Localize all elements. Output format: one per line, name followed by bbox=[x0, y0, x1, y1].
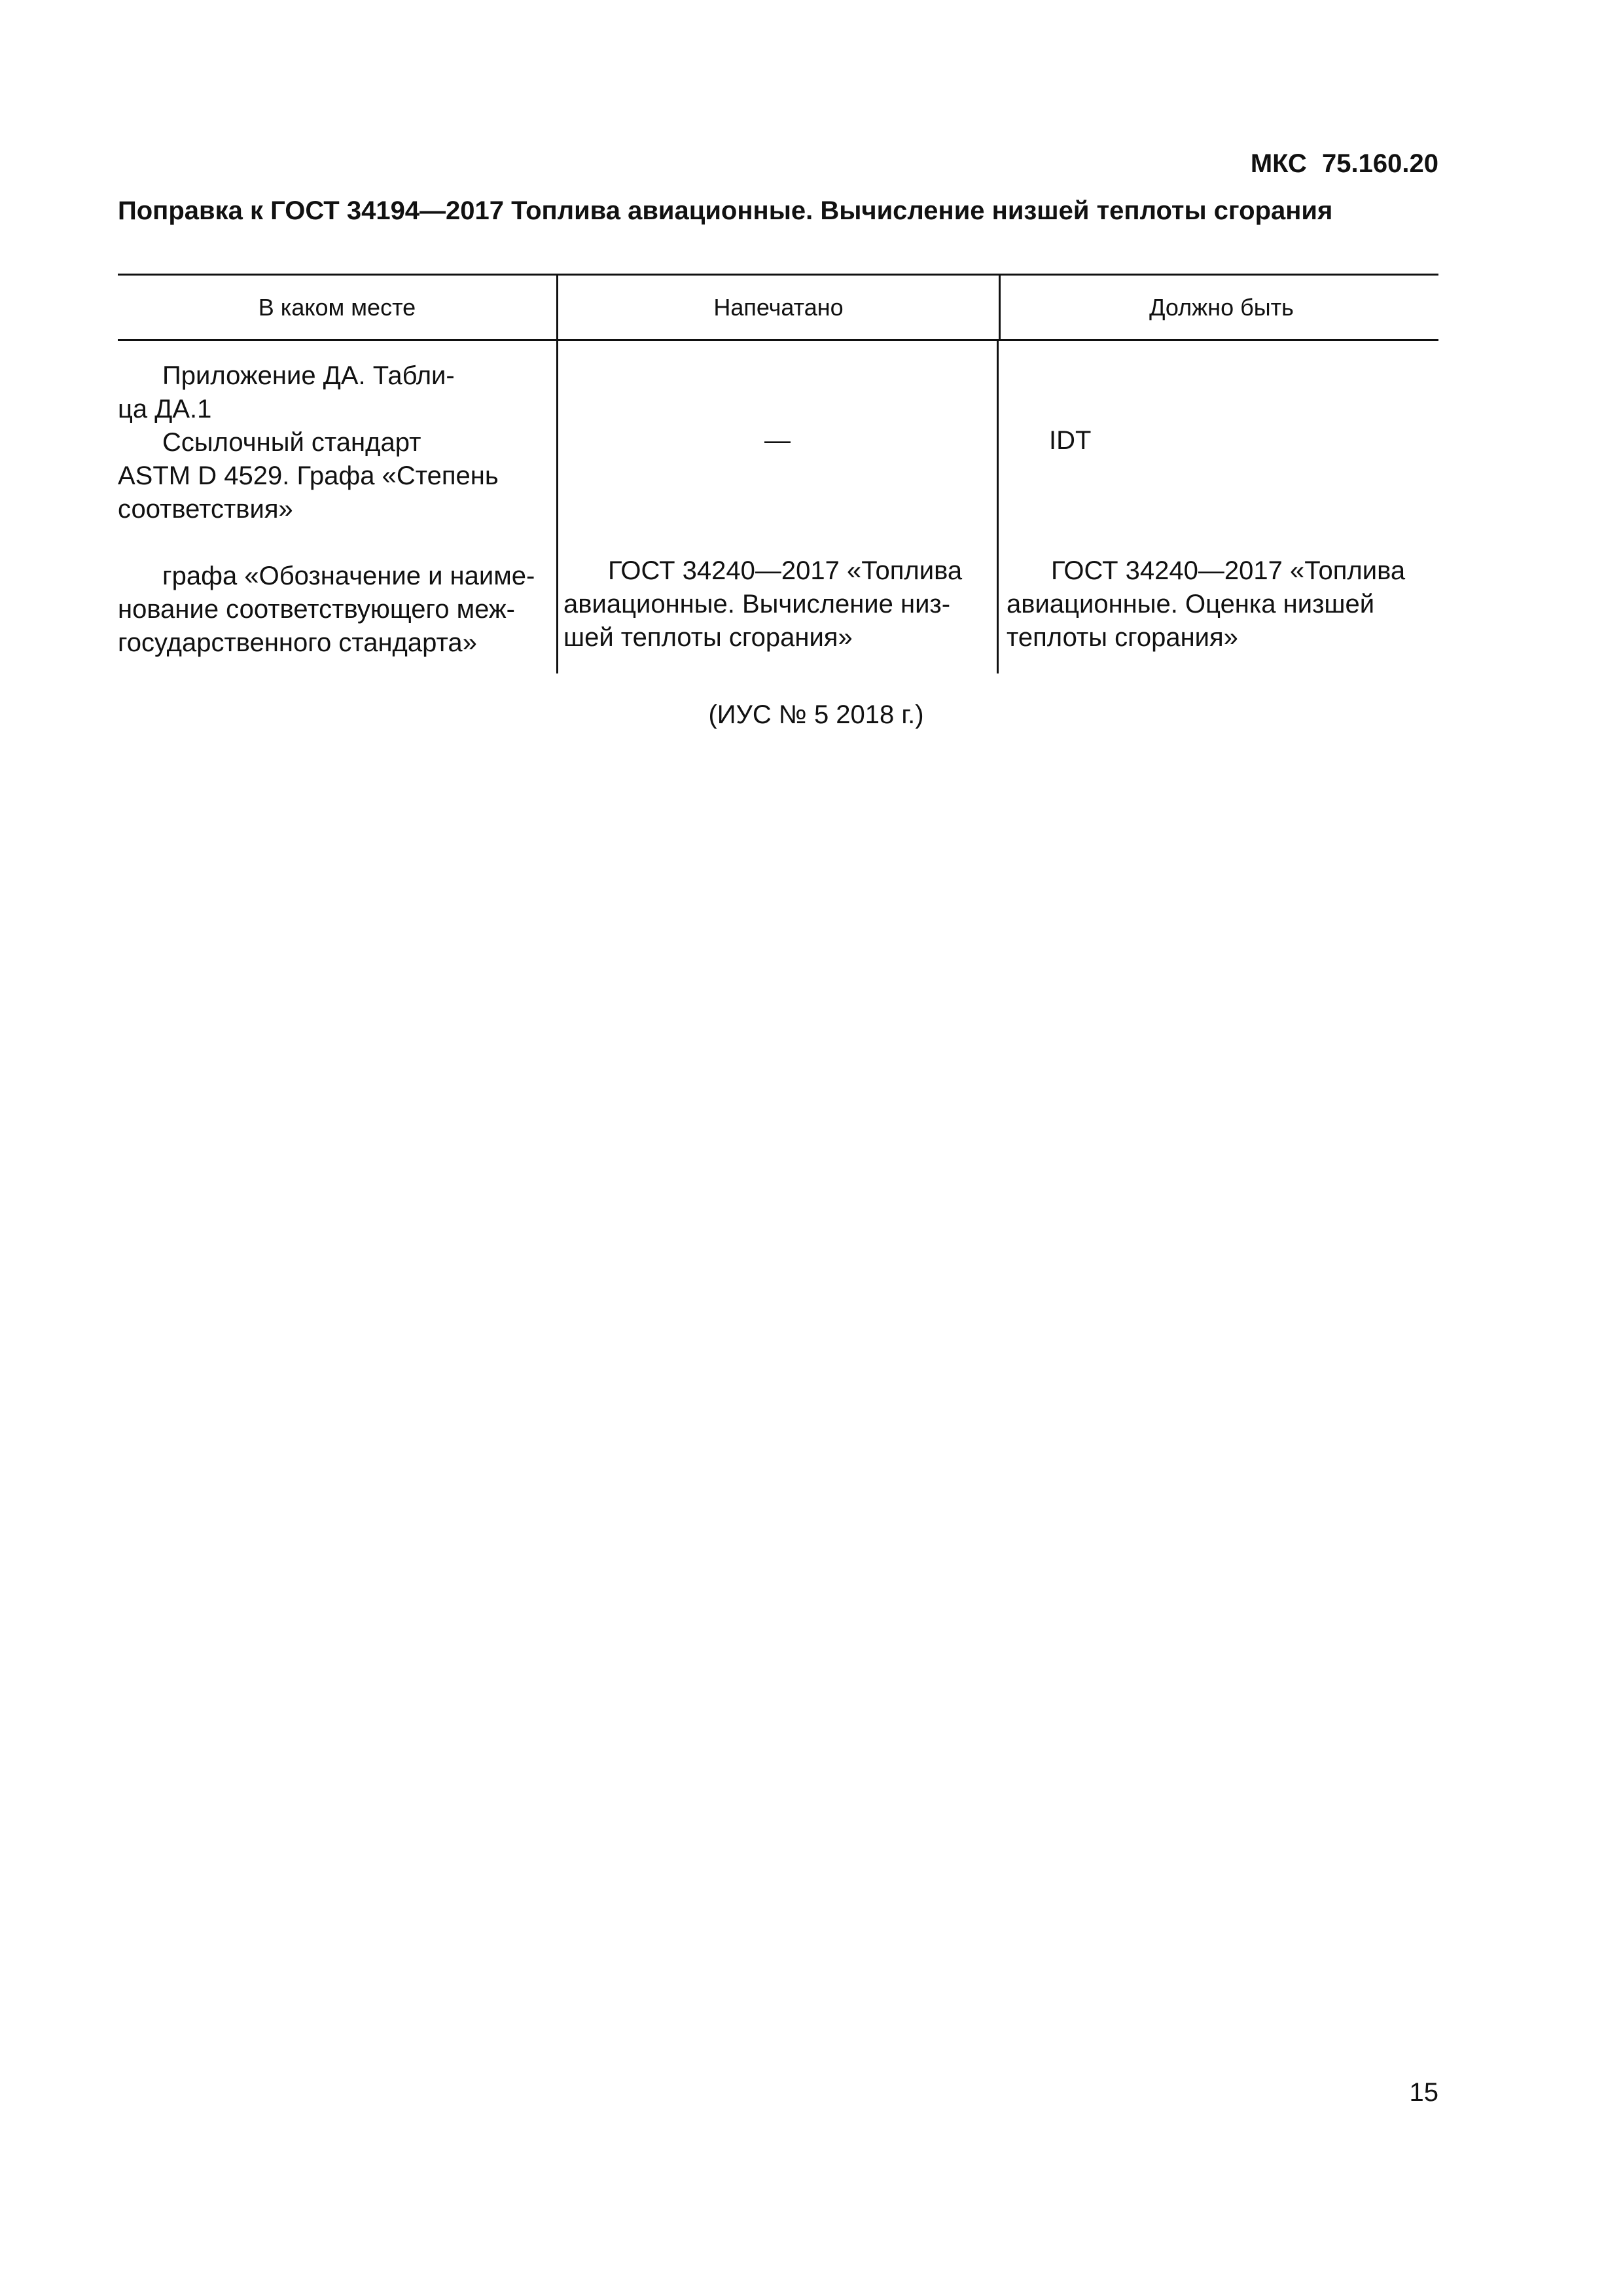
column-should-be bbox=[997, 341, 1438, 673]
page-number: 15 bbox=[1409, 2078, 1438, 2107]
row1-where-line4: ASTM D 4529. Графа «Степень bbox=[118, 461, 499, 490]
row1-where-line5: соответствия» bbox=[118, 495, 293, 524]
table-body bbox=[118, 341, 1438, 673]
row1-printed: — bbox=[764, 426, 791, 455]
column-header-should-be: Должно быть bbox=[999, 276, 1442, 339]
amendment-table bbox=[118, 274, 1438, 673]
source-reference: (ИУС № 5 2018 г.) bbox=[708, 700, 924, 729]
row2-printed-line2: авиационные. Вычисление низ- bbox=[563, 590, 951, 619]
document-title: Поправка к ГОСТ 34194—2017 Топлива авиационные. Вычисление низшей теплоты сгорания bbox=[118, 196, 1333, 225]
row2-where-line2: нование соответствующего меж- bbox=[118, 595, 515, 624]
row2-printed bbox=[563, 554, 990, 655]
row2-where-line3: государственного стандарта» bbox=[118, 628, 477, 657]
row2-printed-line1: ГОСТ 34240—2017 «Топлива bbox=[608, 556, 963, 585]
row2-should-be bbox=[1007, 554, 1432, 655]
row1-should-be: IDT bbox=[1049, 426, 1092, 455]
classification-code: МКС 75.160.20 bbox=[1250, 149, 1438, 178]
row2-printed-line3: шей теплоты сгорания» bbox=[563, 623, 853, 652]
row2-should-be-line3: теплоты сгорания» bbox=[1007, 623, 1238, 652]
row1-where-line1: Приложение ДА. Табли- bbox=[162, 361, 455, 390]
column-printed bbox=[556, 341, 997, 673]
column-where bbox=[118, 341, 556, 673]
row2-where-line1: графа «Обозначение и наиме- bbox=[162, 562, 535, 590]
row1-where-line2: ца ДА.1 bbox=[118, 395, 212, 423]
row1-where-line3: Ссылочный стандарт bbox=[162, 428, 421, 457]
table-header bbox=[118, 274, 1438, 341]
column-header-where: В каком месте bbox=[258, 293, 416, 321]
column-header-printed: Напечатано bbox=[556, 276, 999, 339]
row2-should-be-line2: авиационные. Оценка низшей bbox=[1007, 590, 1375, 619]
row2-should-be-line1: ГОСТ 34240—2017 «Топлива bbox=[1051, 556, 1406, 585]
